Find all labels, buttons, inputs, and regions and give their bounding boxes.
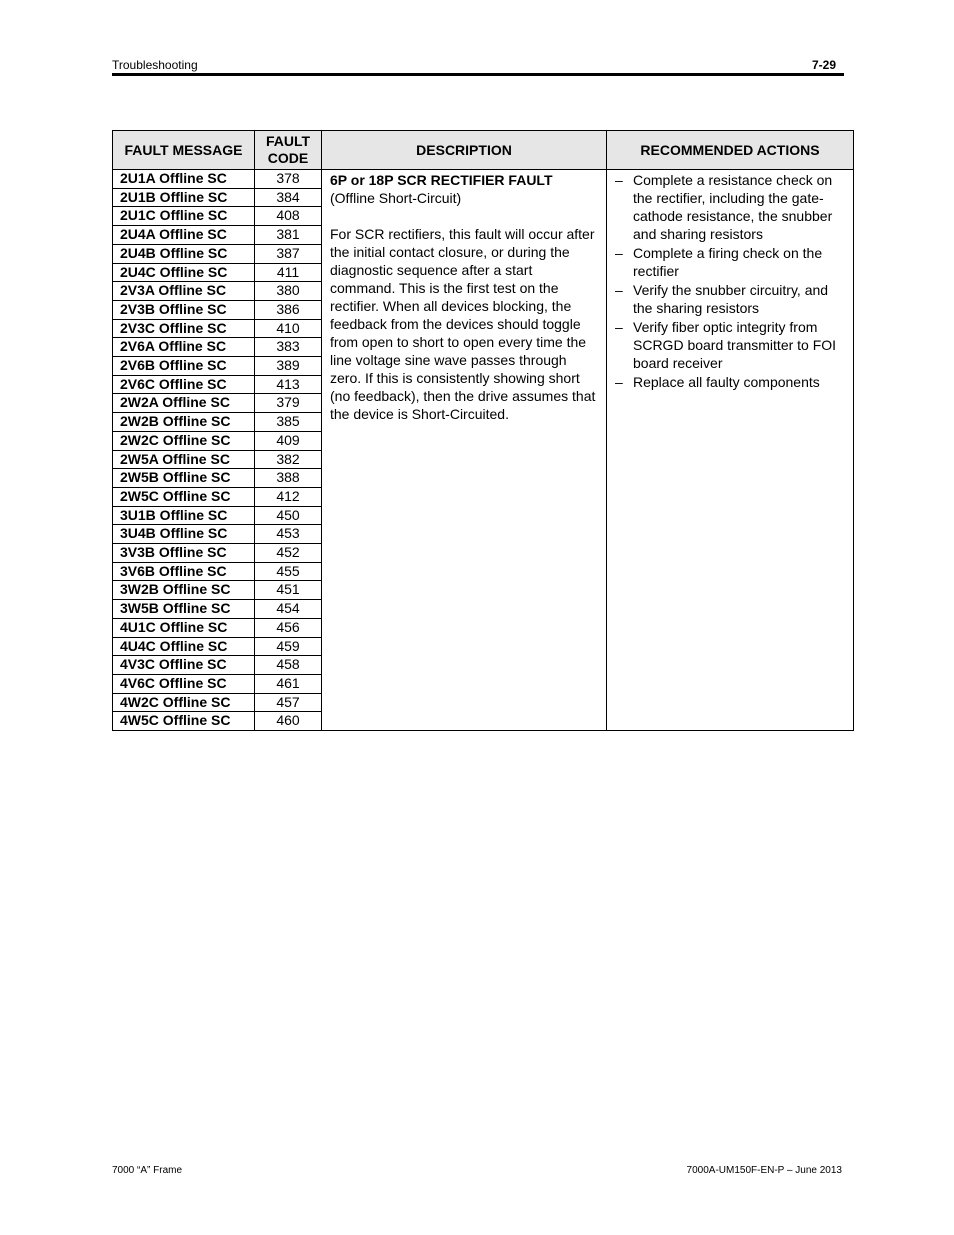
description-body: For SCR rectifiers, this fault will occur after the initial contact closure, or during the diagnostic sequence after a start command. This is the first test on the rectifier. When all devices blocking, the feedback from the devices should toggle from open to short to open every time the line voltage sine wave passes through zero. If this is consistently showing short (no feedback), then the drive assumes that the device is Short-Circuited. — [330, 226, 596, 422]
fault-message-cell: 2U1A Offline SC — [113, 170, 255, 189]
list-item — [615, 171, 845, 243]
fault-code-cell: 388 — [255, 469, 322, 488]
fault-code-cell: 457 — [255, 693, 322, 712]
fault-message-cell: 3U1B Offline SC — [113, 506, 255, 525]
fault-message-cell: 2V3A Offline SC — [113, 282, 255, 301]
fault-message-cell: 4V3C Offline SC — [113, 656, 255, 675]
fault-message-cell: 2W2C Offline SC — [113, 431, 255, 450]
fault-code-cell: 455 — [255, 562, 322, 581]
dash-bullet-icon: – — [615, 172, 623, 188]
table-body — [113, 170, 854, 731]
fault-message-cell: 2V6C Offline SC — [113, 375, 255, 394]
fault-message-cell: 3W5B Offline SC — [113, 600, 255, 619]
description-spacer — [330, 207, 598, 225]
fault-code-cell: 380 — [255, 282, 322, 301]
list-item — [615, 373, 845, 391]
dash-bullet-icon: – — [615, 374, 623, 390]
footer-product: 7000 “A” Frame — [112, 1165, 183, 1176]
fault-code-cell: 378 — [255, 170, 322, 189]
fault-message-cell: 4U4C Offline SC — [113, 637, 255, 656]
action-text: Replace all faulty components — [633, 374, 820, 390]
fault-message-cell: 4W2C Offline SC — [113, 693, 255, 712]
description-subtitle: (Offline Short-Circuit) — [330, 190, 462, 206]
fault-code-cell: 385 — [255, 413, 322, 432]
dash-bullet-icon: – — [615, 319, 623, 335]
fault-message-cell: 4U1C Offline SC — [113, 618, 255, 637]
fault-message-cell: 3V3B Offline SC — [113, 544, 255, 563]
col-header-recommended-actions: RECOMMENDED ACTIONS — [607, 131, 854, 170]
fault-message-cell: 2U1B Offline SC — [113, 188, 255, 207]
fault-code-cell: 387 — [255, 244, 322, 263]
fault-message-cell: 2U4A Offline SC — [113, 226, 255, 245]
fault-message-cell: 2W2B Offline SC — [113, 413, 255, 432]
fault-message-cell: 2W5A Offline SC — [113, 450, 255, 469]
list-item — [615, 281, 845, 317]
fault-code-cell: 456 — [255, 618, 322, 637]
action-text: Verify the snubber circuitry, and the sharing resistors — [633, 282, 829, 316]
fault-code-cell: 383 — [255, 338, 322, 357]
fault-message-cell: 4V6C Offline SC — [113, 674, 255, 693]
description-cell — [322, 170, 607, 731]
col-header-description: DESCRIPTION — [322, 131, 607, 170]
fault-code-cell: 386 — [255, 300, 322, 319]
table-row — [113, 170, 854, 189]
fault-code-cell: 459 — [255, 637, 322, 656]
list-item — [615, 318, 845, 372]
fault-message-cell: 3W2B Offline SC — [113, 581, 255, 600]
actions-list — [615, 171, 845, 391]
dash-bullet-icon: – — [615, 282, 623, 298]
fault-message-cell: 2W5B Offline SC — [113, 469, 255, 488]
fault-message-cell: 2U1C Offline SC — [113, 207, 255, 226]
footer-document-id: 7000A-UM150F-EN-P – June 2013 — [686, 1165, 842, 1176]
fault-message-cell: 2V3C Offline SC — [113, 319, 255, 338]
fault-message-cell: 4W5C Offline SC — [113, 712, 255, 731]
fault-code-cell: 454 — [255, 600, 322, 619]
table-header-row — [113, 131, 854, 170]
header-rule — [112, 73, 844, 76]
action-text: Verify fiber optic integrity from SCRGD board transmitter to FOI board receiver — [633, 319, 837, 371]
description-title: 6P or 18P SCR RECTIFIER FAULT — [330, 172, 553, 188]
fault-message-cell: 2V3B Offline SC — [113, 300, 255, 319]
action-text: Complete a resistance check on the rectifier, including the gate-cathode resistance, the snubber and sharing resistors — [633, 172, 833, 242]
fault-code-cell: 379 — [255, 394, 322, 413]
col-header-fault-message: FAULT MESSAGE — [113, 131, 255, 170]
col-header-fault-code: FAULT CODE — [255, 131, 322, 170]
list-item — [615, 244, 845, 280]
fault-code-cell: 458 — [255, 656, 322, 675]
fault-code-cell: 461 — [255, 674, 322, 693]
fault-code-cell: 409 — [255, 431, 322, 450]
recommended-actions-cell — [607, 170, 854, 731]
fault-code-cell: 453 — [255, 525, 322, 544]
fault-code-cell: 450 — [255, 506, 322, 525]
fault-message-cell: 2V6A Offline SC — [113, 338, 255, 357]
fault-message-cell: 2W2A Offline SC — [113, 394, 255, 413]
fault-code-cell: 413 — [255, 375, 322, 394]
fault-code-cell: 384 — [255, 188, 322, 207]
fault-code-cell: 389 — [255, 357, 322, 376]
page-number: 7-29 — [811, 58, 836, 72]
action-text: Complete a firing check on the rectifier — [633, 245, 823, 279]
section-title: Troubleshooting — [112, 58, 198, 72]
fault-code-cell: 460 — [255, 712, 322, 731]
fault-message-cell: 2U4C Offline SC — [113, 263, 255, 282]
fault-code-cell: 408 — [255, 207, 322, 226]
fault-code-cell: 451 — [255, 581, 322, 600]
fault-message-cell: 2V6B Offline SC — [113, 357, 255, 376]
fault-code-cell: 381 — [255, 226, 322, 245]
fault-message-cell: 2U4B Offline SC — [113, 244, 255, 263]
fault-message-cell: 3V6B Offline SC — [113, 562, 255, 581]
fault-code-cell: 412 — [255, 487, 322, 506]
fault-code-cell: 411 — [255, 263, 322, 282]
fault-message-cell: 2W5C Offline SC — [113, 487, 255, 506]
fault-code-cell: 452 — [255, 544, 322, 563]
fault-code-cell: 382 — [255, 450, 322, 469]
fault-table — [112, 130, 854, 731]
fault-message-cell: 3U4B Offline SC — [113, 525, 255, 544]
dash-bullet-icon: – — [615, 245, 623, 261]
fault-code-cell: 410 — [255, 319, 322, 338]
